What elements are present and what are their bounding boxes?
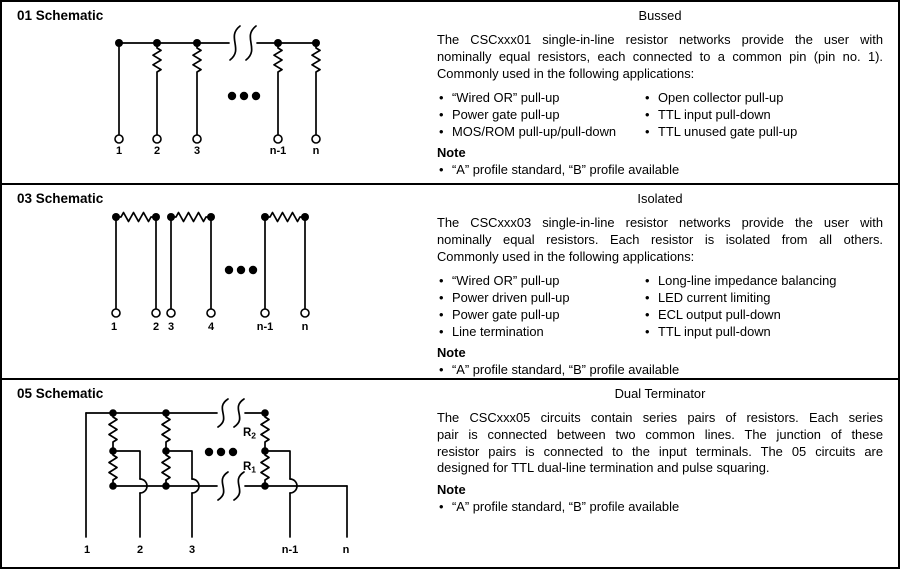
- junction-dots: [109, 409, 269, 490]
- applications-list: [437, 89, 883, 140]
- bussed-schematic-drawing: [2, 2, 439, 174]
- section-03-isolated: [2, 185, 898, 378]
- r2-label: $R_2$: [242, 427, 256, 441]
- line-break-squiggle: [246, 26, 256, 60]
- line-break-squiggle: [218, 472, 228, 500]
- application-item: • “Wired OR” pull-up: [437, 272, 643, 289]
- applications-list: [437, 272, 883, 340]
- junction-branch-wires: [113, 451, 297, 537]
- section-01-bussed: [2, 2, 898, 183]
- application-item: • LED current limiting: [643, 289, 883, 306]
- svg-text:n: n: [301, 321, 309, 333]
- note-item: • “A” profile standard, “B” profile available: [437, 161, 883, 178]
- svg-text:n-1: n-1: [256, 321, 274, 333]
- svg-text:2: 2: [136, 544, 144, 556]
- application-item: • Power gate pull-up: [437, 306, 643, 323]
- section-05-dual-terminator: [2, 380, 898, 567]
- dual-terminator-schematic-drawing: [2, 380, 439, 565]
- svg-text:3: 3: [167, 321, 175, 333]
- section-01-text: [437, 7, 883, 178]
- section-01-header: 01 Schematic: [17, 8, 104, 23]
- ellipsis-dots: [225, 266, 257, 274]
- application-item: • TTL input pull-down: [643, 106, 883, 123]
- application-item: • TTL input pull-down: [643, 323, 883, 340]
- section-03-header: 03 Schematic: [17, 191, 104, 206]
- application-item: • Line termination: [437, 323, 643, 340]
- application-item: • Power driven pull-up: [437, 289, 643, 306]
- note-item: • “A” profile standard, “B” profile available: [437, 361, 883, 378]
- application-item: • “Wired OR” pull-up: [437, 89, 643, 106]
- svg-text:2: 2: [153, 145, 161, 157]
- pin-labels: [116, 145, 320, 157]
- section-05-text: [437, 385, 883, 515]
- application-item: • ECL output pull-down: [643, 306, 883, 323]
- pin-labels: [111, 321, 309, 333]
- svg-text:4: 4: [207, 321, 215, 333]
- application-item: • Long-line impedance balancing: [643, 272, 883, 289]
- application-item: • MOS/ROM pull-up/pull-down: [437, 123, 643, 140]
- description-paragraph: The CSCxxx01 single-in-line resistor networks provide the user with nominally equal resistors, each connected to a common pin (pin no. 1). Commonly used in the following applications:: [437, 32, 883, 81]
- application-item: • TTL unused gate pull-up: [643, 123, 883, 140]
- svg-text:n-1: n-1: [269, 145, 287, 157]
- line-break-squiggle: [234, 472, 244, 500]
- svg-text:3: 3: [188, 544, 196, 556]
- svg-text:n-1: n-1: [281, 544, 299, 556]
- line-break-squiggle: [218, 399, 228, 427]
- ellipsis-dots: [205, 448, 237, 456]
- r1-label: $R_1$: [242, 461, 256, 475]
- bottom-bus-line: [113, 472, 347, 500]
- line-break-squiggle: [234, 399, 244, 427]
- pin-wires: [116, 217, 305, 309]
- pin-labels: [84, 544, 350, 556]
- note-heading: Note: [437, 145, 466, 161]
- note-heading: Note: [437, 345, 466, 361]
- schematic-type-title: Bussed: [638, 8, 682, 23]
- terminal-circles: [115, 135, 320, 143]
- schematic-type-title: Isolated: [637, 191, 683, 206]
- svg-text:1: 1: [110, 321, 118, 333]
- svg-text:n: n: [342, 544, 350, 556]
- terminal-circles: [112, 309, 309, 317]
- note-item: • “A” profile standard, “B” profile available: [437, 498, 883, 515]
- series-resistor-pairs: [109, 413, 269, 486]
- svg-text:3: 3: [193, 145, 201, 157]
- resistor-elements: [153, 43, 320, 135]
- description-paragraph: The CSCxxx05 circuits contain series pairs of resistors. Each series pair is connected between two common lines. The junction of these resistor pairs is connected to the input terminals. The 05 circuits are designed for TTL dual-line termination and pulse squaring.: [437, 410, 883, 476]
- svg-text:1: 1: [83, 544, 91, 556]
- description-paragraph: The CSCxxx03 single-in-line resistor networks provide the user with nominally equal resistors. Each resistor is isolated from all others. Commonly used in the following applications:: [437, 215, 883, 264]
- svg-text:2: 2: [152, 321, 160, 333]
- note-heading: Note: [437, 482, 466, 498]
- section-05-header: 05 Schematic: [17, 386, 104, 401]
- ellipsis-dots: [228, 92, 260, 100]
- application-item: • Open collector pull-up: [643, 89, 883, 106]
- bus-line: [119, 26, 316, 60]
- schematic-type-title: Dual Terminator: [614, 386, 706, 401]
- line-break-squiggle: [230, 26, 240, 60]
- svg-text:n: n: [312, 145, 320, 157]
- resistor-labels: [243, 427, 256, 475]
- isolated-schematic-drawing: [2, 185, 439, 347]
- svg-text:1: 1: [115, 145, 123, 157]
- application-item: • Power gate pull-up: [437, 106, 643, 123]
- section-03-text: [437, 190, 883, 378]
